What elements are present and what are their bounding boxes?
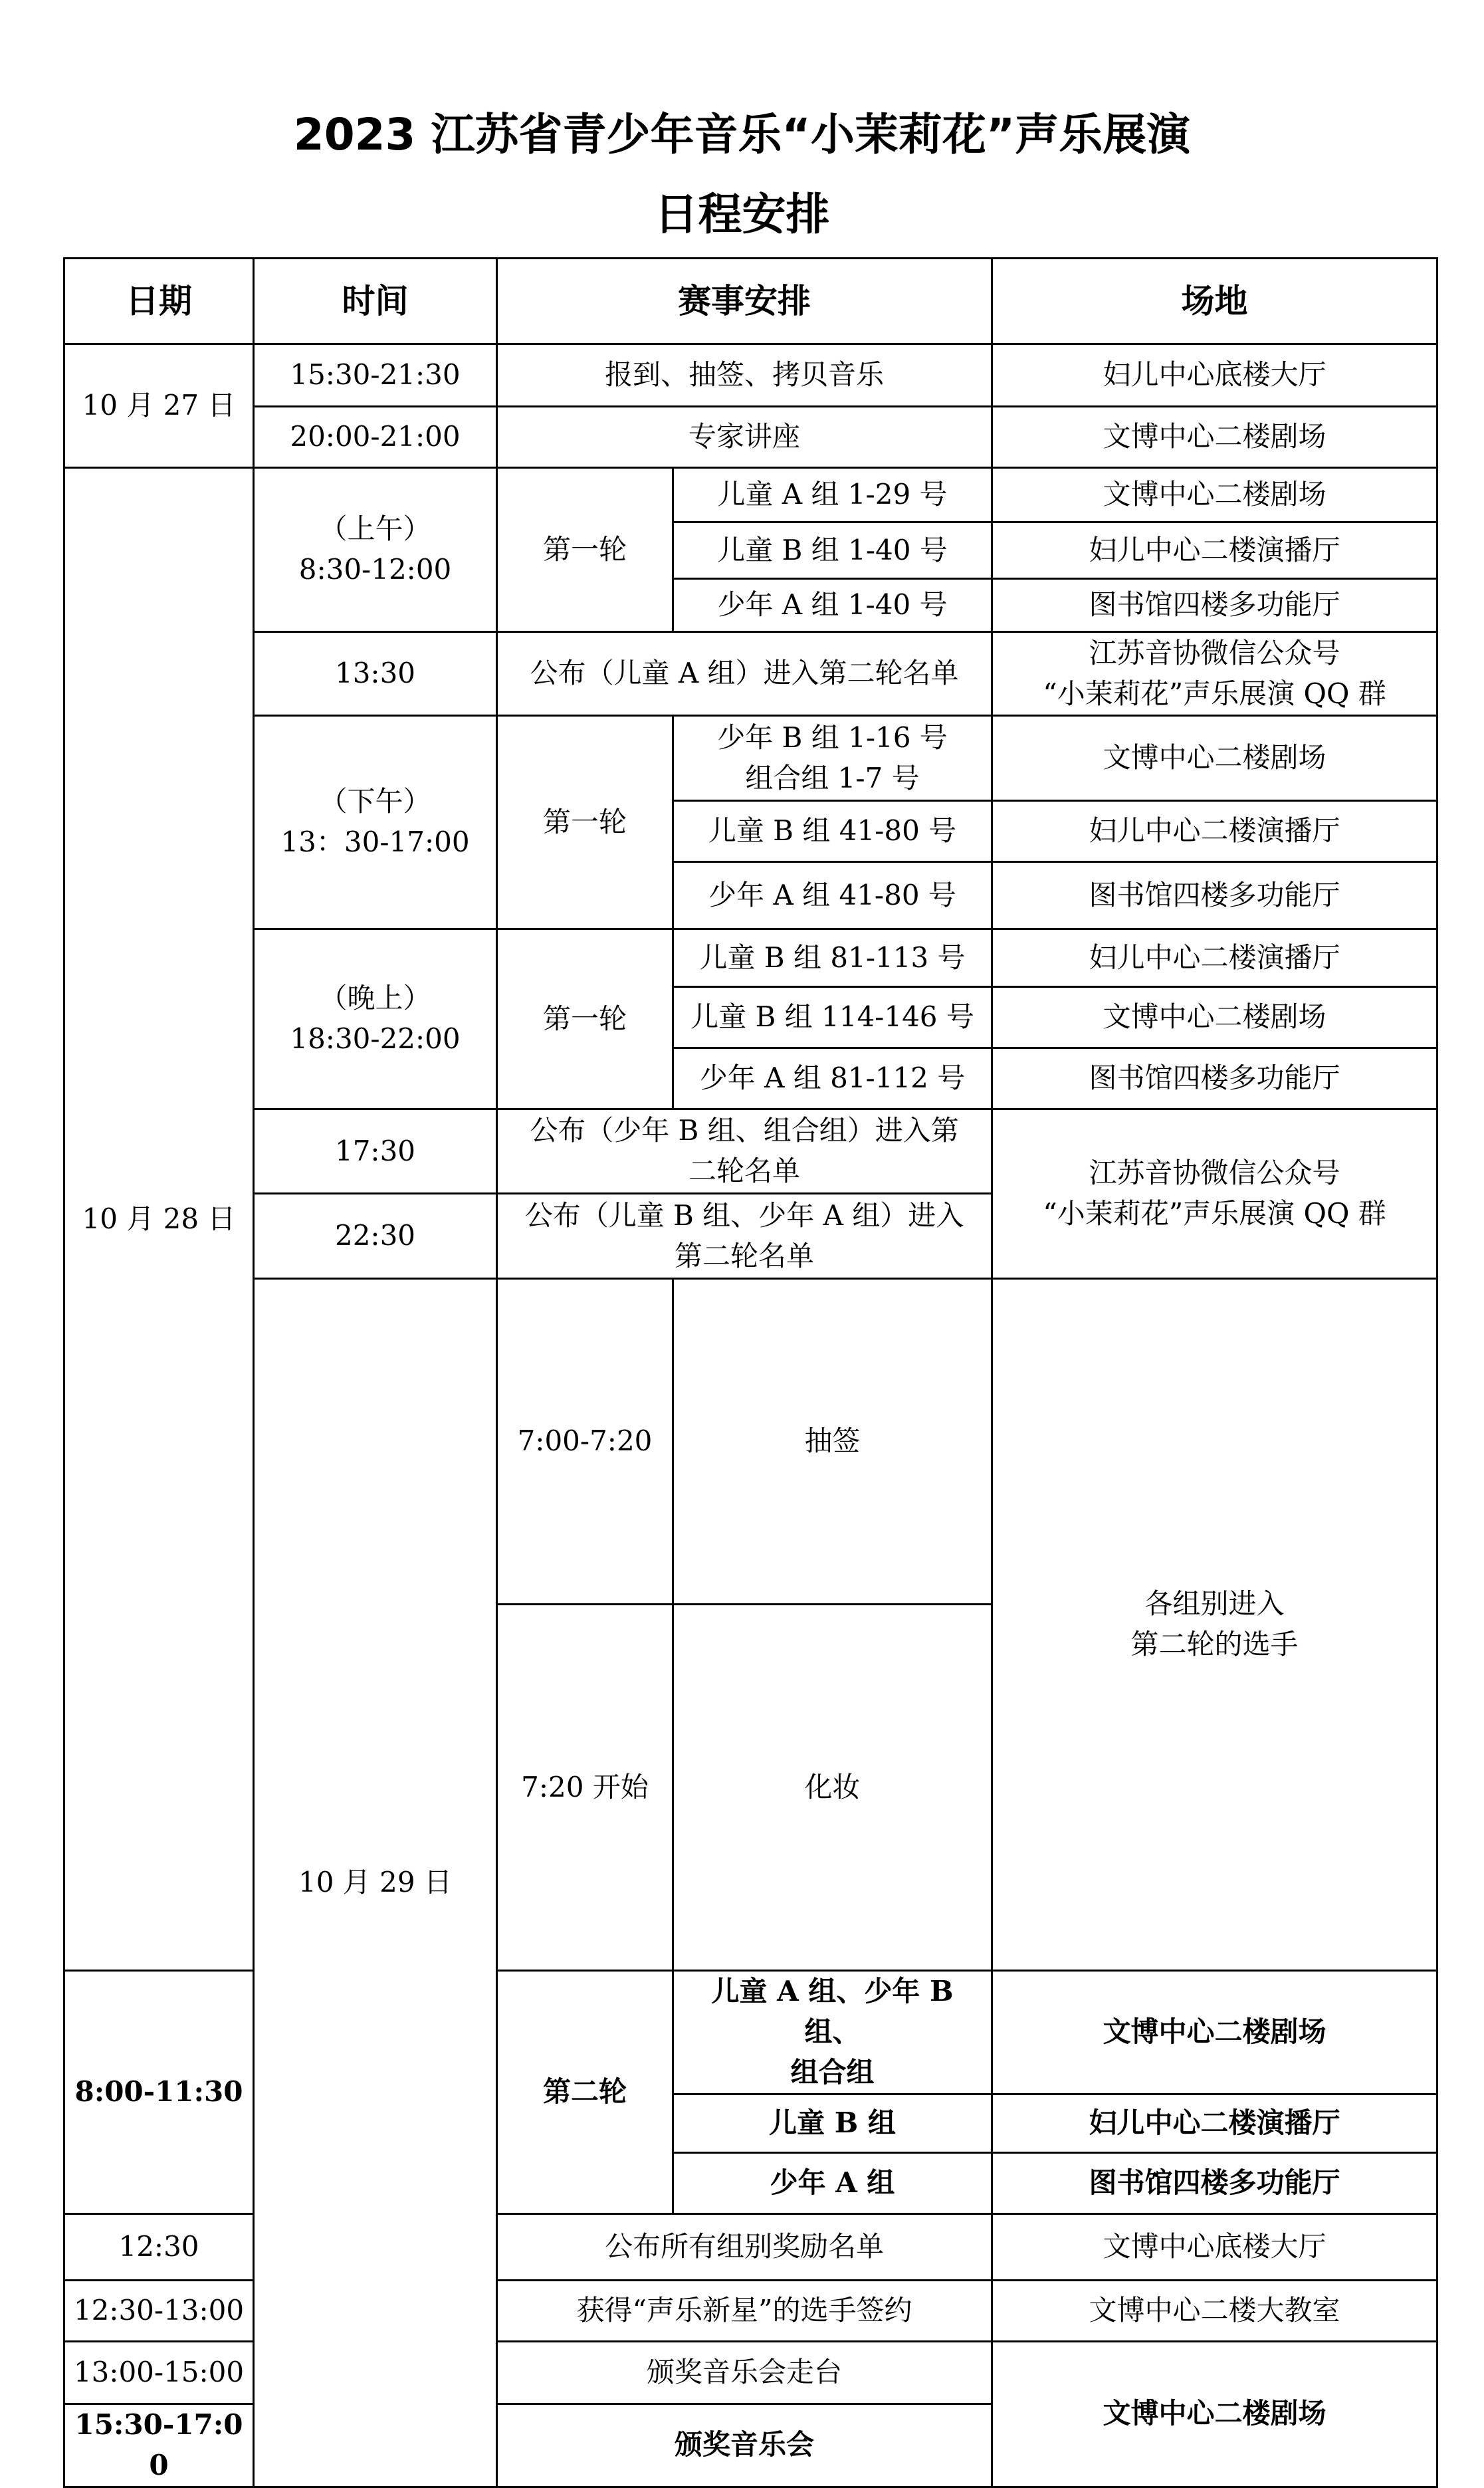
venue-line: 江苏音协微信公众号 (1089, 636, 1340, 669)
venue-cell: 文博中心二楼大教室 (992, 2280, 1437, 2341)
time-cell: 7:20 开始 (497, 1605, 673, 1971)
time-cell: 15:30-21:30 (254, 344, 497, 407)
group-line: 少年 B 组 1-16 号 (717, 721, 948, 754)
venue-cell: 文博中心二楼剧场 (992, 987, 1437, 1048)
participants-line: 各组别进入 (1144, 1587, 1285, 1621)
event-cell (497, 1194, 992, 1279)
event-cell: 颁奖音乐会 (497, 2404, 992, 2487)
venue-cell: 妇儿中心二楼演播厅 (992, 801, 1437, 862)
participants-line: 第二轮的选手 (1130, 1628, 1299, 1661)
time-cell (254, 929, 497, 1109)
time-cell: 20:00-21:00 (254, 407, 497, 468)
header-time: 时间 (254, 259, 497, 344)
venue-cell (992, 632, 1437, 716)
venue-cell: 图书馆四楼多功能厅 (992, 2152, 1437, 2213)
time-cell (254, 468, 497, 632)
document-title: 2023 江苏省青少年音乐“小茉莉花”声乐展演 (293, 109, 1191, 160)
time-cell: 13:00-15:00 (64, 2341, 254, 2404)
time-cell: 7:00-7:20 (497, 1279, 673, 1605)
venue-cell: 文博中心二楼剧场 (992, 2341, 1437, 2487)
venue-cell: 图书馆四楼多功能厅 (992, 579, 1437, 632)
round-cell: 第一轮 (497, 468, 673, 632)
table-row (64, 1279, 1437, 1605)
event-cell: 抽签 (673, 1279, 992, 1605)
group-cell: 少年 A 组 41-80 号 (673, 862, 992, 929)
event-cell: 颁奖音乐会走台 (497, 2341, 992, 2404)
group-cell: 儿童 A 组 1-29 号 (673, 468, 992, 522)
participants-cell (992, 1279, 1437, 1971)
venue-cell: 妇儿中心底楼大厅 (992, 344, 1437, 407)
period-label: （下午） (319, 785, 431, 818)
venue-cell (992, 1109, 1437, 1279)
group-cell: 少年 A 组 81-112 号 (673, 1048, 992, 1109)
table-row (64, 632, 1437, 716)
table-row (64, 1109, 1437, 1194)
group-cell: 儿童 B 组 1-40 号 (673, 522, 992, 579)
group-cell: 儿童 B 组 (673, 2094, 992, 2152)
time-cell: 12:30 (64, 2213, 254, 2280)
group-line: 组合组 1-7 号 (745, 761, 920, 794)
venue-cell: 妇儿中心二楼演播厅 (992, 522, 1437, 579)
header-date: 日期 (64, 259, 254, 344)
event-line: 公布（少年 B 组、组合组）进入第 (530, 1114, 959, 1147)
event-line: 第二轮名单 (674, 1239, 814, 1272)
venue-cell: 文博中心二楼剧场 (992, 716, 1437, 801)
group-cell (673, 1971, 992, 2094)
time-cell (254, 716, 497, 929)
period-label: （晚上） (319, 982, 431, 1015)
venue-cell: 妇儿中心二楼演播厅 (992, 929, 1437, 987)
venue-cell: 图书馆四楼多功能厅 (992, 1048, 1437, 1109)
date-cell: 10 月 29 日 (254, 1279, 497, 2487)
event-cell: 获得“声乐新星”的选手签约 (497, 2280, 992, 2341)
event-cell: 报到、抽签、拷贝音乐 (497, 344, 992, 407)
round-cell: 第一轮 (497, 929, 673, 1109)
group-cell: 儿童 B 组 41-80 号 (673, 801, 992, 862)
date-cell: 10 月 28 日 (64, 468, 254, 1971)
round-cell: 第二轮 (497, 1971, 673, 2214)
venue-line: 江苏音协微信公众号 (1089, 1157, 1340, 1190)
group-line: 儿童 A 组、少年 B 组、 (711, 1975, 954, 2049)
time-cell: 12:30-13:00 (64, 2280, 254, 2341)
header-row (64, 259, 1437, 344)
time-range: 8:30-12:00 (298, 553, 452, 586)
group-cell: 儿童 B 组 81-113 号 (673, 929, 992, 987)
table-row (64, 344, 1437, 407)
date-cell: 10 月 27 日 (64, 344, 254, 468)
event-cell: 化妆 (673, 1605, 992, 1971)
venue-cell: 图书馆四楼多功能厅 (992, 862, 1437, 929)
event-cell: 公布所有组别奖励名单 (497, 2213, 992, 2280)
event-line: 二轮名单 (688, 1155, 800, 1187)
time-range: 13：30-17:00 (280, 826, 470, 858)
venue-line: “小茉莉花”声乐展演 QQ 群 (1043, 1197, 1386, 1230)
round-cell: 第一轮 (497, 716, 673, 929)
time-cell: 15:30-17:00 (64, 2404, 254, 2487)
time-cell: 17:30 (254, 1109, 497, 1194)
time-range: 18:30-22:00 (290, 1022, 461, 1055)
venue-cell: 文博中心二楼剧场 (992, 407, 1437, 468)
group-line: 组合组 (790, 2055, 875, 2089)
event-cell: 专家讲座 (497, 407, 992, 468)
event-cell: 公布（儿童 A 组）进入第二轮名单 (497, 632, 992, 716)
table-row (64, 468, 1437, 522)
venue-line: “小茉莉花”声乐展演 QQ 群 (1043, 677, 1386, 710)
header-venue: 场地 (992, 259, 1437, 344)
venue-cell: 文博中心二楼剧场 (992, 1971, 1437, 2094)
document-subtitle: 日程安排 (654, 189, 830, 240)
table-row (64, 929, 1437, 987)
schedule-table (63, 257, 1438, 2488)
table-row (64, 407, 1437, 468)
venue-cell: 文博中心二楼剧场 (992, 468, 1437, 522)
time-cell: 13:30 (254, 632, 497, 716)
group-cell: 儿童 B 组 114-146 号 (673, 987, 992, 1048)
group-cell (673, 716, 992, 801)
header-event: 赛事安排 (497, 259, 992, 344)
table-row (64, 716, 1437, 801)
event-line: 公布（儿童 B 组、少年 A 组）进入 (524, 1198, 964, 1232)
venue-cell: 文博中心底楼大厅 (992, 2213, 1437, 2280)
group-cell: 少年 A 组 1-40 号 (673, 579, 992, 632)
period-label: （上午） (319, 512, 431, 546)
event-cell (497, 1109, 992, 1194)
venue-cell: 妇儿中心二楼演播厅 (992, 2094, 1437, 2152)
time-cell: 8:00-11:30 (64, 1971, 254, 2214)
group-cell: 少年 A 组 (673, 2152, 992, 2213)
time-cell: 22:30 (254, 1194, 497, 1279)
